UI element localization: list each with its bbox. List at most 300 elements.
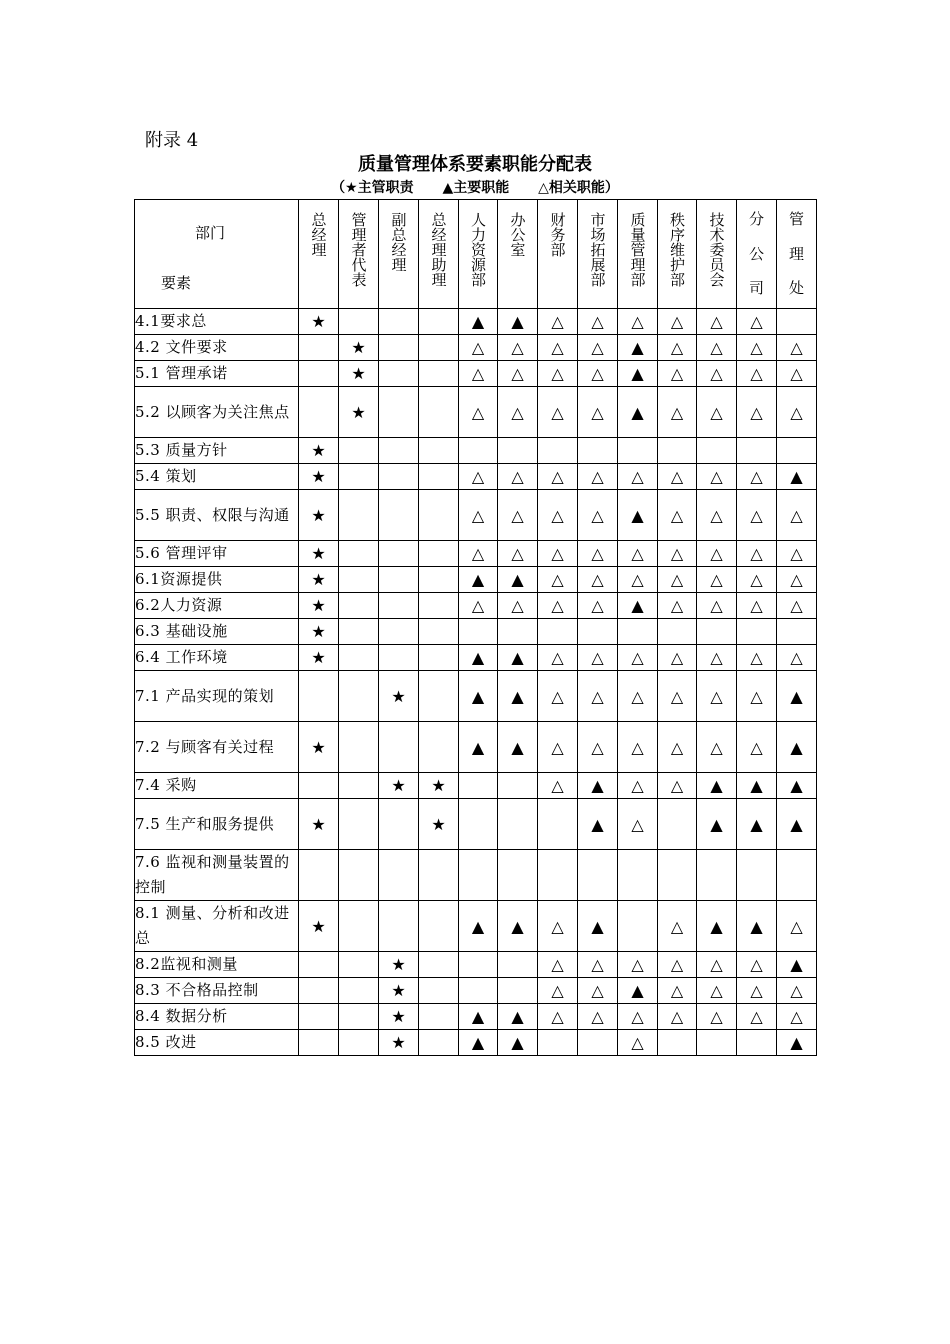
table-row (135, 464, 817, 490)
mark-cell (299, 978, 339, 1004)
mark-cell: △ (697, 567, 737, 593)
mark-cell (419, 901, 459, 952)
mark-cell (379, 567, 419, 593)
mark-cell: ▲ (777, 671, 817, 722)
mark-cell (339, 438, 379, 464)
header-row (135, 200, 817, 309)
mark-cell: △ (538, 567, 578, 593)
row-label: 4.1要求总 (135, 309, 299, 335)
mark-cell: △ (498, 490, 538, 541)
mark-cell: △ (697, 978, 737, 1004)
mark-cell: △ (459, 361, 498, 387)
mark-cell: △ (538, 645, 578, 671)
mark-cell (379, 901, 419, 952)
mark-cell: △ (737, 387, 777, 438)
mark-cell (459, 773, 498, 799)
table-row (135, 438, 817, 464)
mark-cell: △ (737, 464, 777, 490)
mark-cell (419, 1004, 459, 1030)
mark-cell: ★ (299, 490, 339, 541)
mark-cell: △ (578, 309, 618, 335)
mark-cell: △ (578, 645, 618, 671)
mark-cell: △ (658, 722, 697, 773)
mark-cell: △ (538, 490, 578, 541)
mark-cell (339, 1004, 379, 1030)
mark-cell: ★ (299, 464, 339, 490)
mark-cell: ▲ (578, 773, 618, 799)
mark-cell: △ (658, 952, 697, 978)
mark-cell: △ (777, 901, 817, 952)
mark-cell: △ (697, 335, 737, 361)
mark-cell: △ (618, 773, 658, 799)
mark-cell: △ (618, 541, 658, 567)
col-header: 分 公 司 (737, 200, 777, 309)
mark-cell: △ (658, 309, 697, 335)
col-header: 市场拓展部 (578, 200, 618, 309)
mark-cell: ▲ (618, 490, 658, 541)
mark-cell: △ (777, 361, 817, 387)
mark-cell: △ (578, 593, 618, 619)
mark-cell (379, 619, 419, 645)
mark-cell: △ (737, 361, 777, 387)
mark-cell (339, 799, 379, 850)
mark-cell (777, 438, 817, 464)
mark-cell: △ (578, 490, 618, 541)
mark-cell: ▲ (777, 952, 817, 978)
row-label: 8.1 测量、分析和改进总 (135, 901, 299, 952)
mark-cell: ▲ (459, 1030, 498, 1056)
col-header: 管理者代表 (339, 200, 379, 309)
mark-cell: △ (459, 464, 498, 490)
mark-cell (379, 722, 419, 773)
mark-cell (658, 438, 697, 464)
page-title: 质量管理体系要素职能分配表 (358, 154, 592, 175)
mark-cell: ★ (379, 952, 419, 978)
mark-cell (737, 438, 777, 464)
appendix-label: 附录 4 (145, 130, 199, 151)
table-row (135, 490, 817, 541)
legend-lead: （★主管职责 (331, 180, 414, 196)
mark-cell: △ (658, 335, 697, 361)
mark-cell: △ (618, 1030, 658, 1056)
mark-cell (538, 438, 578, 464)
mark-cell (498, 850, 538, 901)
mark-cell (498, 799, 538, 850)
mark-cell (379, 438, 419, 464)
mark-cell (339, 309, 379, 335)
mark-cell: △ (697, 490, 737, 541)
mark-cell: △ (737, 309, 777, 335)
mark-cell: △ (538, 978, 578, 1004)
mark-cell: △ (459, 490, 498, 541)
mark-cell: △ (459, 335, 498, 361)
mark-cell (618, 619, 658, 645)
mark-cell: ★ (379, 773, 419, 799)
mark-cell: ▲ (737, 799, 777, 850)
mark-cell (498, 978, 538, 1004)
row-label: 5.4 策划 (135, 464, 299, 490)
mark-cell: △ (697, 952, 737, 978)
mark-cell: △ (658, 671, 697, 722)
mark-cell: △ (538, 952, 578, 978)
mark-cell: △ (697, 309, 737, 335)
mark-cell (419, 952, 459, 978)
mark-cell (777, 309, 817, 335)
row-label: 8.3 不合格品控制 (135, 978, 299, 1004)
mark-cell: △ (658, 387, 697, 438)
mark-cell: △ (498, 387, 538, 438)
mark-cell: ▲ (777, 722, 817, 773)
mark-cell (578, 438, 618, 464)
mark-cell: ▲ (498, 309, 538, 335)
mark-cell (538, 619, 578, 645)
table-row (135, 978, 817, 1004)
table-row (135, 1030, 817, 1056)
mark-cell (379, 645, 419, 671)
mark-cell (339, 619, 379, 645)
mark-cell: △ (578, 671, 618, 722)
mark-cell: ▲ (618, 593, 658, 619)
corner-element-label: 要素 (161, 274, 192, 292)
mark-cell (697, 619, 737, 645)
mark-cell (538, 1030, 578, 1056)
mark-cell: ▲ (777, 1030, 817, 1056)
row-label: 6.2人力资源 (135, 593, 299, 619)
mark-cell (299, 387, 339, 438)
col-header: 秩序维护部 (658, 200, 697, 309)
mark-cell: ★ (339, 361, 379, 387)
row-label: 7.2 与顾客有关过程 (135, 722, 299, 773)
mark-cell: ★ (379, 1004, 419, 1030)
mark-cell: ★ (299, 309, 339, 335)
mark-cell (299, 1030, 339, 1056)
mark-cell (339, 645, 379, 671)
mark-cell (658, 799, 697, 850)
mark-cell (419, 978, 459, 1004)
mark-cell: ▲ (618, 361, 658, 387)
row-label: 7.1 产品实现的策划 (135, 671, 299, 722)
mark-cell: △ (498, 541, 538, 567)
mark-cell (498, 773, 538, 799)
mark-cell (379, 593, 419, 619)
mark-cell: ★ (419, 773, 459, 799)
mark-cell: △ (658, 490, 697, 541)
mark-cell (419, 464, 459, 490)
mark-cell: ★ (379, 1030, 419, 1056)
mark-cell: △ (737, 541, 777, 567)
mark-cell: △ (697, 593, 737, 619)
mark-cell (419, 335, 459, 361)
mark-cell (419, 1030, 459, 1056)
mark-cell: ▲ (498, 671, 538, 722)
col-header: 总经理 (299, 200, 339, 309)
mark-cell (379, 387, 419, 438)
mark-cell: ▲ (459, 722, 498, 773)
mark-cell: △ (618, 464, 658, 490)
mark-cell (299, 850, 339, 901)
mark-cell (339, 671, 379, 722)
mark-cell: △ (737, 567, 777, 593)
mark-cell: △ (578, 541, 618, 567)
mark-cell: △ (777, 387, 817, 438)
mark-cell: △ (737, 593, 777, 619)
mark-cell: ▲ (697, 901, 737, 952)
mark-cell: △ (618, 952, 658, 978)
mark-cell: ★ (299, 541, 339, 567)
mark-cell (459, 952, 498, 978)
mark-cell (419, 850, 459, 901)
mark-cell (419, 593, 459, 619)
mark-cell: ▲ (498, 1004, 538, 1030)
mark-cell: △ (618, 567, 658, 593)
mark-cell: △ (737, 645, 777, 671)
table-row (135, 850, 817, 901)
mark-cell (737, 850, 777, 901)
mark-cell (538, 850, 578, 901)
mark-cell: △ (578, 567, 618, 593)
mark-cell (339, 850, 379, 901)
legend-main: ▲主要职能 (442, 180, 510, 196)
mark-cell (379, 850, 419, 901)
table-row (135, 541, 817, 567)
mark-cell (299, 1004, 339, 1030)
mark-cell: △ (618, 799, 658, 850)
mark-cell: ▲ (618, 335, 658, 361)
table-row (135, 645, 817, 671)
mark-cell: ★ (299, 799, 339, 850)
mark-cell: ★ (379, 978, 419, 1004)
mark-cell (339, 567, 379, 593)
col-header: 办公室 (498, 200, 538, 309)
mark-cell: △ (658, 361, 697, 387)
mark-cell: △ (697, 1004, 737, 1030)
function-matrix-table (134, 199, 817, 1056)
mark-cell (697, 850, 737, 901)
matrix-body (135, 309, 817, 1056)
mark-cell (459, 850, 498, 901)
mark-cell: ▲ (459, 567, 498, 593)
mark-cell: △ (777, 567, 817, 593)
mark-cell: ★ (299, 619, 339, 645)
mark-cell (419, 490, 459, 541)
table-row (135, 309, 817, 335)
mark-cell: △ (618, 309, 658, 335)
mark-cell (459, 799, 498, 850)
mark-cell: △ (578, 952, 618, 978)
mark-cell: △ (538, 1004, 578, 1030)
mark-cell: ★ (299, 901, 339, 952)
mark-cell (419, 309, 459, 335)
mark-cell: ▲ (737, 901, 777, 952)
mark-cell (419, 645, 459, 671)
mark-cell (578, 850, 618, 901)
mark-cell: △ (658, 978, 697, 1004)
mark-cell (419, 671, 459, 722)
mark-cell: △ (459, 541, 498, 567)
mark-cell: △ (578, 1004, 618, 1030)
col-header: 管 理 处 (777, 200, 817, 309)
mark-cell: △ (578, 978, 618, 1004)
mark-cell (737, 619, 777, 645)
row-label: 6.3 基础设施 (135, 619, 299, 645)
mark-cell: △ (737, 978, 777, 1004)
mark-cell: △ (578, 387, 618, 438)
mark-cell (737, 1030, 777, 1056)
mark-cell: △ (658, 901, 697, 952)
row-label: 8.5 改进 (135, 1030, 299, 1056)
mark-cell: △ (538, 541, 578, 567)
table-row (135, 952, 817, 978)
row-label: 5.1 管理承诺 (135, 361, 299, 387)
mark-cell: △ (737, 335, 777, 361)
mark-cell: △ (697, 361, 737, 387)
mark-cell (658, 619, 697, 645)
mark-cell: △ (737, 952, 777, 978)
mark-cell: ▲ (618, 978, 658, 1004)
row-label: 7.5 生产和服务提供 (135, 799, 299, 850)
mark-cell: △ (777, 978, 817, 1004)
mark-cell (339, 773, 379, 799)
mark-cell (459, 978, 498, 1004)
mark-cell: △ (737, 1004, 777, 1030)
table-row (135, 361, 817, 387)
mark-cell: △ (777, 490, 817, 541)
mark-cell (299, 361, 339, 387)
table-row (135, 901, 817, 952)
mark-cell (339, 490, 379, 541)
mark-cell: △ (777, 1004, 817, 1030)
mark-cell: ▲ (777, 773, 817, 799)
mark-cell: △ (459, 387, 498, 438)
mark-cell: ▲ (498, 645, 538, 671)
corner-dept-label: 部门 (195, 224, 226, 242)
mark-cell (419, 541, 459, 567)
mark-cell: △ (538, 722, 578, 773)
mark-cell: △ (737, 490, 777, 541)
mark-cell (379, 799, 419, 850)
col-header: 副总经理 (379, 200, 419, 309)
col-header: 总经理助理 (419, 200, 459, 309)
mark-cell: △ (578, 335, 618, 361)
mark-cell (658, 850, 697, 901)
mark-cell (339, 593, 379, 619)
mark-cell: ▲ (498, 901, 538, 952)
mark-cell: △ (498, 361, 538, 387)
col-header: 人力资源部 (459, 200, 498, 309)
mark-cell: △ (578, 361, 618, 387)
mark-cell: △ (538, 593, 578, 619)
mark-cell (459, 619, 498, 645)
mark-cell (299, 671, 339, 722)
mark-cell: △ (658, 541, 697, 567)
mark-cell: △ (538, 361, 578, 387)
row-label: 5.5 职责、权限与沟通 (135, 490, 299, 541)
mark-cell (379, 335, 419, 361)
mark-cell: △ (697, 464, 737, 490)
mark-cell (578, 619, 618, 645)
mark-cell: ▲ (459, 901, 498, 952)
table-row (135, 335, 817, 361)
mark-cell (658, 1030, 697, 1056)
row-label: 5.6 管理评审 (135, 541, 299, 567)
mark-cell: △ (697, 541, 737, 567)
mark-cell: △ (658, 464, 697, 490)
mark-cell (419, 619, 459, 645)
mark-cell (339, 722, 379, 773)
mark-cell (697, 1030, 737, 1056)
mark-cell: ▲ (459, 309, 498, 335)
col-header: 财务部 (538, 200, 578, 309)
col-header: 质量管理部 (618, 200, 658, 309)
mark-cell (299, 335, 339, 361)
mark-cell: △ (459, 593, 498, 619)
mark-cell (339, 978, 379, 1004)
table-row (135, 593, 817, 619)
mark-cell (777, 619, 817, 645)
mark-cell: ★ (299, 593, 339, 619)
mark-cell: △ (658, 567, 697, 593)
mark-cell (299, 952, 339, 978)
mark-cell (299, 773, 339, 799)
mark-cell (618, 901, 658, 952)
table-row (135, 619, 817, 645)
mark-cell: △ (538, 773, 578, 799)
table-row (135, 773, 817, 799)
mark-cell (339, 1030, 379, 1056)
mark-cell: ▲ (777, 799, 817, 850)
mark-cell: △ (578, 464, 618, 490)
mark-cell: ★ (339, 335, 379, 361)
mark-cell: ★ (339, 387, 379, 438)
mark-cell (538, 799, 578, 850)
mark-cell (419, 387, 459, 438)
mark-cell: ▲ (578, 901, 618, 952)
mark-cell: △ (618, 1004, 658, 1030)
mark-cell: ▲ (697, 799, 737, 850)
mark-cell: ★ (299, 645, 339, 671)
mark-cell: ★ (379, 671, 419, 722)
mark-cell (777, 850, 817, 901)
mark-cell (339, 541, 379, 567)
mark-cell (379, 464, 419, 490)
table-row (135, 799, 817, 850)
mark-cell (618, 850, 658, 901)
mark-cell: ★ (299, 567, 339, 593)
legend-related: △相关职能） (538, 180, 619, 196)
table-row (135, 671, 817, 722)
row-label: 6.4 工作环境 (135, 645, 299, 671)
mark-cell: ▲ (498, 722, 538, 773)
mark-cell: ▲ (459, 645, 498, 671)
mark-cell: ▲ (459, 1004, 498, 1030)
mark-cell: ▲ (697, 773, 737, 799)
row-label: 8.2监视和测量 (135, 952, 299, 978)
mark-cell: △ (777, 593, 817, 619)
mark-cell (697, 438, 737, 464)
mark-cell: ▲ (459, 671, 498, 722)
mark-cell: ▲ (498, 1030, 538, 1056)
row-label: 7.4 采购 (135, 773, 299, 799)
mark-cell: ★ (419, 799, 459, 850)
table-row (135, 567, 817, 593)
mark-cell: △ (658, 593, 697, 619)
table-row (135, 722, 817, 773)
mark-cell (498, 952, 538, 978)
mark-cell: △ (737, 722, 777, 773)
mark-cell: ▲ (777, 464, 817, 490)
mark-cell (498, 619, 538, 645)
mark-cell (379, 541, 419, 567)
